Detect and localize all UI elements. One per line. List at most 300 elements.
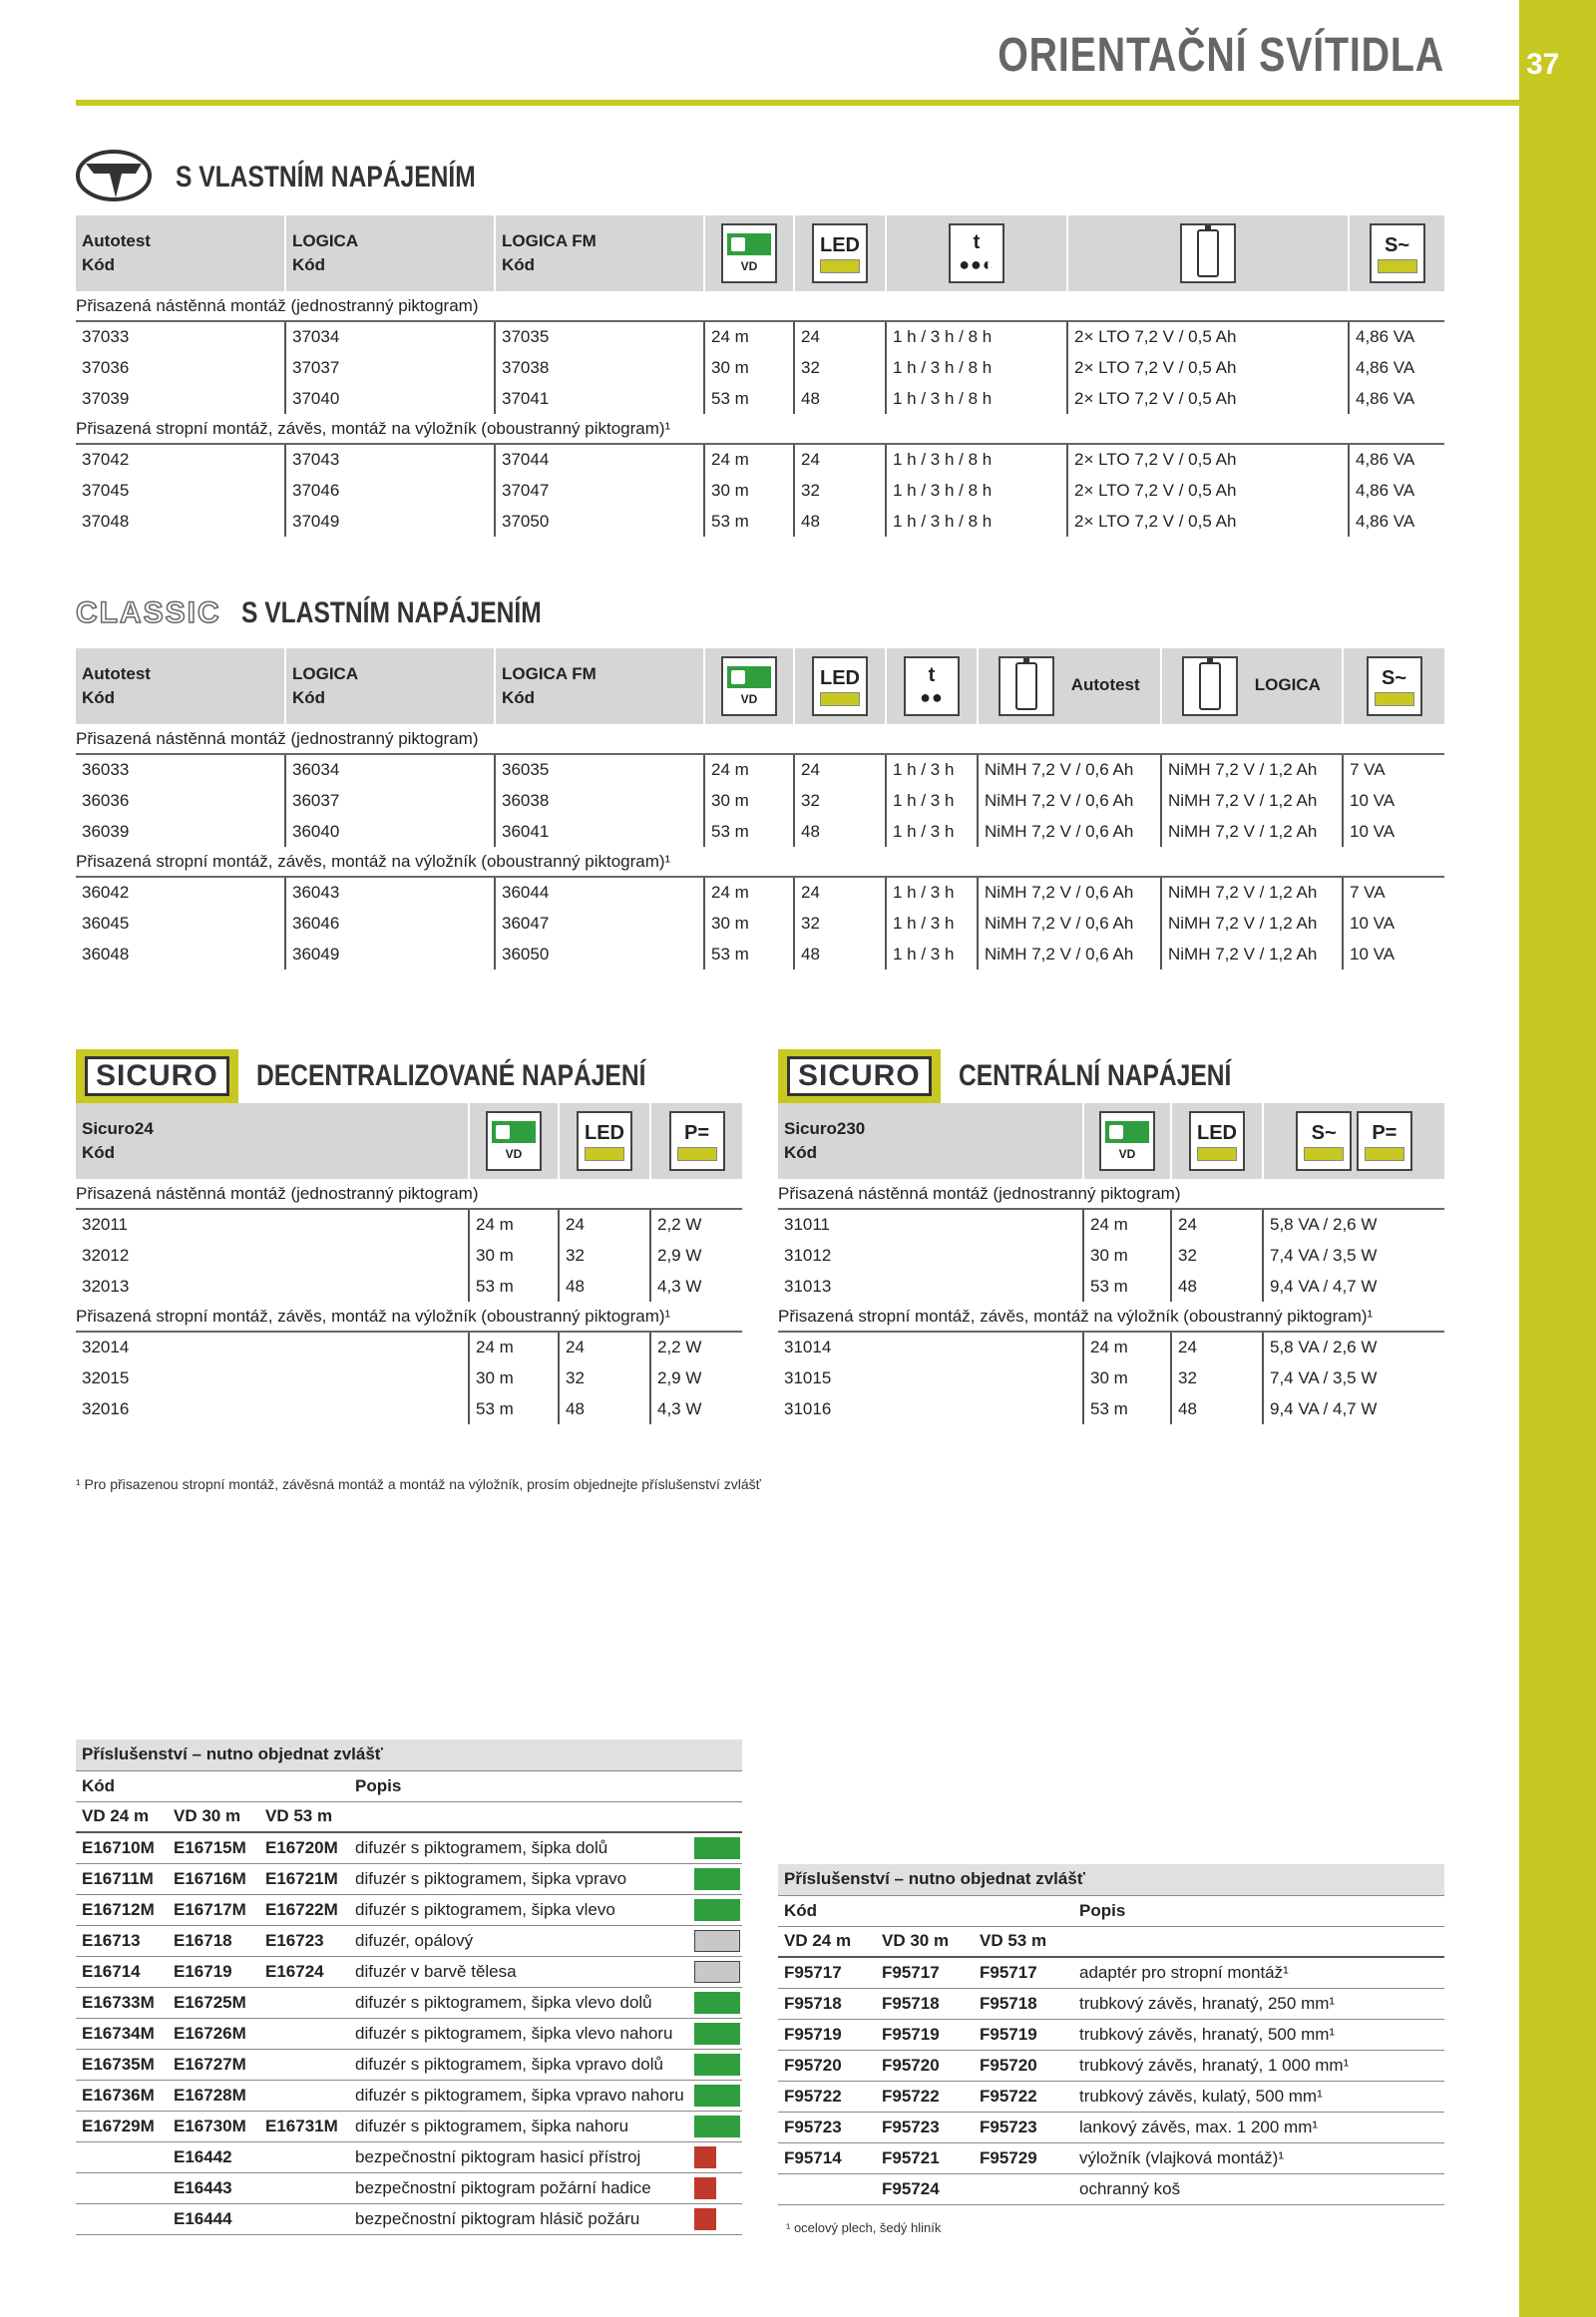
exit-sign-icon: VD <box>721 656 777 716</box>
table-row <box>76 506 1444 537</box>
table-cell: 48 <box>794 383 886 414</box>
accessories-table-central <box>778 1864 1444 2205</box>
led-icon: LED <box>577 1111 632 1171</box>
table-cell: 10 VA <box>1343 908 1444 939</box>
group-label: Přisazená stropní montáž, závěs, montáž na výložník (oboustranný piktogram)¹ <box>76 847 1444 877</box>
table-cell: 37037 <box>285 352 495 383</box>
table-cell: F95729 <box>974 2142 1073 2173</box>
column-header: Popis <box>1073 1895 1444 1926</box>
table-cell: F95723 <box>778 2112 876 2142</box>
table-row <box>778 1240 1444 1271</box>
table-cell: 36037 <box>285 785 495 816</box>
table-cell: 53 m <box>704 383 794 414</box>
table-cell: 36033 <box>82 760 130 779</box>
title-rule <box>76 100 1519 106</box>
table-cell: F95714 <box>778 2142 876 2173</box>
column-header: Autotest Kód <box>76 648 285 724</box>
sec2-title: S VLASTNÍM NAPÁJENÍM <box>240 596 542 629</box>
accessories-title: Příslušenství – nutno objednat zvlášť <box>778 1864 1444 1895</box>
table-cell: difuzér, opálový <box>349 1925 688 1956</box>
table-cell: 48 <box>1171 1271 1263 1302</box>
table-cell: 2,2 W <box>650 1332 742 1362</box>
table-cell: 24 <box>559 1332 650 1362</box>
table-cell: NiMH 7,2 V / 1,2 Ah <box>1161 816 1343 847</box>
table-cell: 1 h / 3 h <box>886 939 978 969</box>
table-cell: 37033 <box>82 327 130 346</box>
icon-header <box>1263 1103 1444 1179</box>
table-row <box>76 1863 742 1894</box>
table-cell: 36044 <box>495 877 704 908</box>
table-cell: 48 <box>559 1393 650 1424</box>
table-cell: 32 <box>794 352 886 383</box>
table-cell: 4,86 VA <box>1349 321 1444 352</box>
table-cell: 36048 <box>82 944 130 964</box>
table-cell: 30 m <box>469 1240 559 1271</box>
table-cell: 24 m <box>704 877 794 908</box>
table-cell: 53 m <box>469 1271 559 1302</box>
icon-header <box>1067 215 1349 291</box>
table-cell: 5,8 VA / 2,6 W <box>1263 1209 1444 1240</box>
table-cell: 24 m <box>469 1332 559 1362</box>
table-cell: 24 m <box>1083 1209 1171 1240</box>
table-cell: F95722 <box>876 2081 974 2112</box>
table-row <box>76 1240 742 1271</box>
table-cell: E16716M <box>168 1863 259 1894</box>
table-cell: NiMH 7,2 V / 1,2 Ah <box>1161 939 1343 969</box>
table-cell: 30 m <box>704 908 794 939</box>
table-row <box>76 1393 742 1424</box>
table-cell: 32 <box>794 785 886 816</box>
table-row <box>778 2019 1444 2050</box>
group-label-row <box>778 1179 1444 1209</box>
table-row <box>778 1271 1444 1302</box>
table-row <box>778 2112 1444 2142</box>
group-label-row <box>76 1302 742 1332</box>
pictogram-cell <box>688 2018 742 2049</box>
sec4-heading <box>778 1049 1291 1103</box>
table-cell: NiMH 7,2 V / 1,2 Ah <box>1161 785 1343 816</box>
table-cell: 37050 <box>495 506 704 537</box>
table-row <box>76 908 1444 939</box>
table-cell: bezpečnostní piktogram požární hadice <box>349 2172 688 2203</box>
table-cell: 2× LTO 7,2 V / 0,5 Ah <box>1067 383 1349 414</box>
table-cell: E16722M <box>259 1894 349 1925</box>
table-cell: E16721M <box>259 1863 349 1894</box>
table-cell: difuzér s piktogramem, šipka vlevo <box>349 1894 688 1925</box>
table-cell: NiMH 7,2 V / 0,6 Ah <box>978 939 1161 969</box>
table-cell: F95718 <box>876 1988 974 2019</box>
table-row <box>76 2049 742 2080</box>
table-cell: 37049 <box>285 506 495 537</box>
column-header <box>1073 1926 1444 1957</box>
battery-icon <box>1180 223 1236 283</box>
table-cell: 53 m <box>1083 1271 1171 1302</box>
group-label: Přisazená stropní montáž, závěs, montáž na výložník (oboustranný piktogram)¹ <box>76 1302 742 1332</box>
table-cell: 30 m <box>704 785 794 816</box>
table-cell: 30 m <box>469 1362 559 1393</box>
t-logo-icon <box>76 148 156 207</box>
table-row <box>778 1209 1444 1240</box>
table-cell: 4,3 W <box>650 1393 742 1424</box>
table-cell: 4,3 W <box>650 1271 742 1302</box>
table-cell: NiMH 7,2 V / 1,2 Ah <box>1161 877 1343 908</box>
table-cell: 48 <box>794 816 886 847</box>
pictogram-cell <box>688 2080 742 2111</box>
table-cell: 37040 <box>285 383 495 414</box>
table-cell: 32 <box>794 908 886 939</box>
exit-arrow-pictogram-icon <box>694 1868 740 1890</box>
table-row <box>778 2173 1444 2204</box>
column-header: LOGICA FM Kód <box>495 215 704 291</box>
table-cell: F95720 <box>778 2050 876 2081</box>
exit-arrow-pictogram-icon <box>694 2085 740 2107</box>
table-cell: NiMH 7,2 V / 0,6 Ah <box>978 754 1161 785</box>
table-cell: 31016 <box>784 1398 832 1418</box>
exit-sign-icon: VD <box>1099 1111 1155 1171</box>
table-header-row <box>76 648 1444 724</box>
icon-header <box>559 1103 650 1179</box>
table-cell: 37038 <box>495 352 704 383</box>
table-cell: 24 m <box>704 754 794 785</box>
table-cell: 36047 <box>495 908 704 939</box>
table-cell: E16735M <box>76 2049 168 2080</box>
table-cell: 24 m <box>1083 1332 1171 1362</box>
table-cell: 32 <box>1171 1362 1263 1393</box>
table-cell: 48 <box>559 1271 650 1302</box>
table-cell: E16729M <box>76 2111 168 2141</box>
duration-icon: t ●● <box>904 656 960 716</box>
table-cell: 36035 <box>495 754 704 785</box>
table-cell: F95719 <box>778 2019 876 2050</box>
table-cell: 36038 <box>495 785 704 816</box>
table-cell: 9,4 VA / 4,7 W <box>1263 1271 1444 1302</box>
exit-arrow-pictogram-icon <box>694 2116 740 2137</box>
table-cell: 24 <box>1171 1209 1263 1240</box>
table-cell: 36041 <box>495 816 704 847</box>
table-cell: 1 h / 3 h / 8 h <box>886 321 1067 352</box>
pictogram-cell <box>688 1832 742 1863</box>
table-cell: 7,4 VA / 3,5 W <box>1263 1362 1444 1393</box>
table-row <box>76 816 1444 847</box>
pictogram-cell <box>688 1863 742 1894</box>
exit-arrow-pictogram-icon <box>694 1837 740 1859</box>
table-cell: 1 h / 3 h / 8 h <box>886 506 1067 537</box>
table-cell: E16717M <box>168 1894 259 1925</box>
group-label: Přisazená nástěnná montáž (jednostranný piktogram) <box>76 724 1444 754</box>
accessories-table-decentral <box>76 1739 742 2235</box>
table-cell: 2× LTO 7,2 V / 0,5 Ah <box>1067 352 1349 383</box>
table-cell: F95719 <box>974 2019 1073 2050</box>
table-row <box>76 1956 742 1987</box>
table-cell: NiMH 7,2 V / 0,6 Ah <box>978 908 1161 939</box>
icon-header <box>794 648 886 724</box>
table-cell <box>76 2141 168 2172</box>
table-cell: 1 h / 3 h <box>886 877 978 908</box>
table-cell: 2× LTO 7,2 V / 0,5 Ah <box>1067 506 1349 537</box>
table-cell: E16736M <box>76 2080 168 2111</box>
table-cell: 31015 <box>784 1367 832 1387</box>
dc-power-icon: P= <box>1357 1111 1412 1171</box>
table-cell: trubkový závěs, hranatý, 250 mm¹ <box>1073 1988 1444 2019</box>
table-cell <box>259 2141 349 2172</box>
led-icon: LED <box>812 223 868 283</box>
table-cell: difuzér s piktogramem, šipka vlevo nahoru <box>349 2018 688 2049</box>
table-cell: E16728M <box>168 2080 259 2111</box>
table-cell: 4,86 VA <box>1349 352 1444 383</box>
table-cell: 2× LTO 7,2 V / 0,5 Ah <box>1067 321 1349 352</box>
diffuser-swatch-icon <box>694 1930 740 1952</box>
table-row <box>76 2141 742 2172</box>
table-row <box>76 877 1444 908</box>
table-cell: 37042 <box>82 450 130 469</box>
table-cell: 1 h / 3 h <box>886 816 978 847</box>
table-cell: 2× LTO 7,2 V / 0,5 Ah <box>1067 475 1349 506</box>
table-cell: 1 h / 3 h / 8 h <box>886 444 1067 475</box>
table-row <box>778 2142 1444 2173</box>
table-cell: 36039 <box>82 821 130 841</box>
table-cell: 31013 <box>784 1276 832 1296</box>
group-label: Přisazená stropní montáž, závěs, montáž na výložník (oboustranný piktogram)¹ <box>76 414 1444 444</box>
table-cell: E16443 <box>168 2172 259 2203</box>
table-row <box>76 2018 742 2049</box>
table-cell <box>259 2203 349 2234</box>
table-cell: 1 h / 3 h <box>886 754 978 785</box>
table-cell: 37034 <box>285 321 495 352</box>
table-row <box>76 1925 742 1956</box>
table-cell: 32 <box>1171 1240 1263 1271</box>
table-cell: 2,2 W <box>650 1209 742 1240</box>
table-cell: 37039 <box>82 388 130 408</box>
table-cell: trubkový závěs, hranatý, 1 000 mm¹ <box>1073 2050 1444 2081</box>
column-header <box>349 1801 742 1832</box>
table-cell <box>259 2049 349 2080</box>
sicuro-brand-logo: SICURO <box>778 1049 941 1103</box>
table-cell: 31012 <box>784 1245 832 1265</box>
table-cell: NiMH 7,2 V / 0,6 Ah <box>978 877 1161 908</box>
table-cell: 36040 <box>285 816 495 847</box>
table-cell: 32015 <box>82 1367 130 1387</box>
battery-icon <box>1182 656 1238 716</box>
table-cell: 2,9 W <box>650 1362 742 1393</box>
column-header: VD 30 m <box>876 1926 974 1957</box>
sicuro-brand-logo: SICURO <box>76 1049 238 1103</box>
table-cell: 24 <box>794 444 886 475</box>
led-icon: LED <box>1189 1111 1245 1171</box>
pictogram-cell <box>688 2172 742 2203</box>
table-cell: F95718 <box>974 1988 1073 2019</box>
exit-arrow-pictogram-icon <box>694 2023 740 2045</box>
table-cell: E16723 <box>259 1925 349 1956</box>
table-cell: 37041 <box>495 383 704 414</box>
table-header-row <box>778 1103 1444 1179</box>
table-cell: difuzér s piktogramem, šipka nahoru <box>349 2111 688 2141</box>
icon-header <box>650 1103 742 1179</box>
table-cell: F95717 <box>876 1957 974 1988</box>
sec4-title: CENTRÁLNÍ NAPÁJENÍ <box>958 1059 1232 1092</box>
table-cell: E16710M <box>76 1832 168 1863</box>
table-cell: 48 <box>794 939 886 969</box>
table-cell: F95722 <box>974 2081 1073 2112</box>
table-row <box>778 2081 1444 2112</box>
icon-header: Autotest <box>978 648 1161 724</box>
pictogram-cell <box>688 2049 742 2080</box>
led-icon: LED <box>812 656 868 716</box>
table-cell: 24 <box>794 321 886 352</box>
table-cell: 30 m <box>1083 1240 1171 1271</box>
table-cell: ochranný koš <box>1073 2173 1444 2204</box>
table-cell <box>974 2173 1073 2204</box>
table-cell: E16720M <box>259 1832 349 1863</box>
table-cell: 30 m <box>704 475 794 506</box>
ac-power-icon: S~ <box>1367 656 1422 716</box>
table-cell <box>259 2080 349 2111</box>
accessories-title: Příslušenství – nutno objednat zvlášť <box>76 1739 742 1770</box>
table-cell: 36046 <box>285 908 495 939</box>
table-cell: E16442 <box>168 2141 259 2172</box>
table-cell: 32 <box>559 1240 650 1271</box>
table-cell: difuzér s piktogramem, šipka dolů <box>349 1832 688 1863</box>
sec1-table <box>76 215 1444 537</box>
table-row <box>76 1271 742 1302</box>
table-cell: 31011 <box>784 1215 831 1234</box>
sec2-heading <box>76 596 606 630</box>
fire-safety-pictogram-icon <box>694 2177 716 2199</box>
table-cell: 32013 <box>82 1276 130 1296</box>
table-row <box>76 475 1444 506</box>
group-label-row <box>76 1179 742 1209</box>
table-row <box>76 383 1444 414</box>
table-cell: 31014 <box>784 1338 832 1356</box>
table-cell: E16734M <box>76 2018 168 2049</box>
table-header-row <box>76 1103 742 1179</box>
table-cell: E16711M <box>76 1863 168 1894</box>
column-header: Sicuro24 Kód <box>76 1103 469 1179</box>
table-cell: 32016 <box>82 1398 130 1418</box>
table-cell: 7,4 VA / 3,5 W <box>1263 1240 1444 1271</box>
exit-sign-icon: VD <box>486 1111 542 1171</box>
table-cell: 24 m <box>704 444 794 475</box>
battery-icon <box>998 656 1054 716</box>
sec1-title: S VLASTNÍM NAPÁJENÍM <box>176 161 476 193</box>
icon-header <box>469 1103 559 1179</box>
table-row <box>76 2172 742 2203</box>
table-cell: 37045 <box>82 480 130 500</box>
icon-header <box>1171 1103 1263 1179</box>
table-cell: F95720 <box>974 2050 1073 2081</box>
group-label: Přisazená nástěnná montáž (jednostranný piktogram) <box>76 291 1444 321</box>
table-cell: F95720 <box>876 2050 974 2081</box>
column-header: Kód <box>778 1895 1073 1926</box>
table-cell: 10 VA <box>1343 816 1444 847</box>
table-cell: 9,4 VA / 4,7 W <box>1263 1393 1444 1424</box>
ac-power-icon: S~ <box>1370 223 1425 283</box>
table-cell: difuzér s piktogramem, šipka vpravo nahoru <box>349 2080 688 2111</box>
table-cell: 32 <box>559 1362 650 1393</box>
sec1-heading <box>76 148 542 207</box>
table-cell: 24 <box>559 1209 650 1240</box>
duration-icon: t ●●◐ <box>949 223 1004 283</box>
table-cell: NiMH 7,2 V / 1,2 Ah <box>1161 908 1343 939</box>
column-header: Autotest Kód <box>76 215 285 291</box>
icon-header <box>704 648 794 724</box>
fire-safety-pictogram-icon <box>694 2146 716 2168</box>
table-cell <box>259 2172 349 2203</box>
icon-header <box>704 215 794 291</box>
table-cell: 32012 <box>82 1245 130 1265</box>
table-cell: 1 h / 3 h <box>886 908 978 939</box>
column-header: Sicuro230 Kód <box>778 1103 1083 1179</box>
sec3-heading <box>76 1049 731 1103</box>
table-cell: 53 m <box>1083 1393 1171 1424</box>
diffuser-swatch-icon <box>694 1961 740 1983</box>
table-cell: 5,8 VA / 2,6 W <box>1263 1332 1444 1362</box>
table-cell: 32014 <box>82 1338 130 1356</box>
accessories-header-row <box>76 1770 742 1801</box>
exit-arrow-pictogram-icon <box>694 1992 740 2014</box>
page-title: ORIENTAČNÍ SVÍTIDLA <box>998 29 1444 82</box>
table-row <box>76 352 1444 383</box>
icon-header <box>886 648 978 724</box>
page-sidebar-bar <box>1519 0 1596 2317</box>
table-cell: 10 VA <box>1343 785 1444 816</box>
sec3-title: DECENTRALIZOVANÉ NAPÁJENÍ <box>255 1059 646 1092</box>
icon-header <box>1083 1103 1171 1179</box>
table-cell: 24 <box>1171 1332 1263 1362</box>
table-cell: F95719 <box>876 2019 974 2050</box>
table-cell: E16726M <box>168 2018 259 2049</box>
column-header: VD 53 m <box>259 1801 349 1832</box>
table-cell <box>259 1987 349 2018</box>
classic-brand-logo: CLASSIC <box>76 596 221 629</box>
group-label-row <box>76 724 1444 754</box>
icon-header <box>1349 215 1444 291</box>
icon-header: LOGICA <box>1161 648 1343 724</box>
table-cell: 4,86 VA <box>1349 506 1444 537</box>
group-label-row <box>76 847 1444 877</box>
table-row <box>76 1332 742 1362</box>
table-cell: difuzér s piktogramem, šipka vpravo dolů <box>349 2049 688 2080</box>
table-cell: 1 h / 3 h <box>886 785 978 816</box>
table-cell: F95723 <box>974 2112 1073 2142</box>
icon-header <box>886 215 1067 291</box>
table-cell: 10 VA <box>1343 939 1444 969</box>
table-cell: 4,86 VA <box>1349 475 1444 506</box>
table-cell: trubkový závěs, kulatý, 500 mm¹ <box>1073 2081 1444 2112</box>
column-header: LOGICA FM Kód <box>495 648 704 724</box>
exit-arrow-pictogram-icon <box>694 2054 740 2076</box>
table-cell: 37036 <box>82 357 130 377</box>
column-header: Kód <box>76 1770 349 1801</box>
pictogram-cell <box>688 1925 742 1956</box>
table-row <box>778 1957 1444 1988</box>
table-cell: F95721 <box>876 2142 974 2173</box>
table-cell: E16712M <box>76 1894 168 1925</box>
column-header: LOGICA Kód <box>285 215 495 291</box>
icon-header <box>1343 648 1444 724</box>
exit-arrow-pictogram-icon <box>694 1899 740 1921</box>
table-cell: 7 VA <box>1343 754 1444 785</box>
table-row <box>778 1332 1444 1362</box>
table-cell: 24 m <box>704 321 794 352</box>
pictogram-cell <box>688 1956 742 1987</box>
table-row <box>778 1393 1444 1424</box>
table-cell: 53 m <box>704 506 794 537</box>
table-row <box>76 939 1444 969</box>
column-header: VD 30 m <box>168 1801 259 1832</box>
accessories-header-row <box>778 1895 1444 1926</box>
table-cell: 1 h / 3 h / 8 h <box>886 352 1067 383</box>
table-cell: 7 VA <box>1343 877 1444 908</box>
